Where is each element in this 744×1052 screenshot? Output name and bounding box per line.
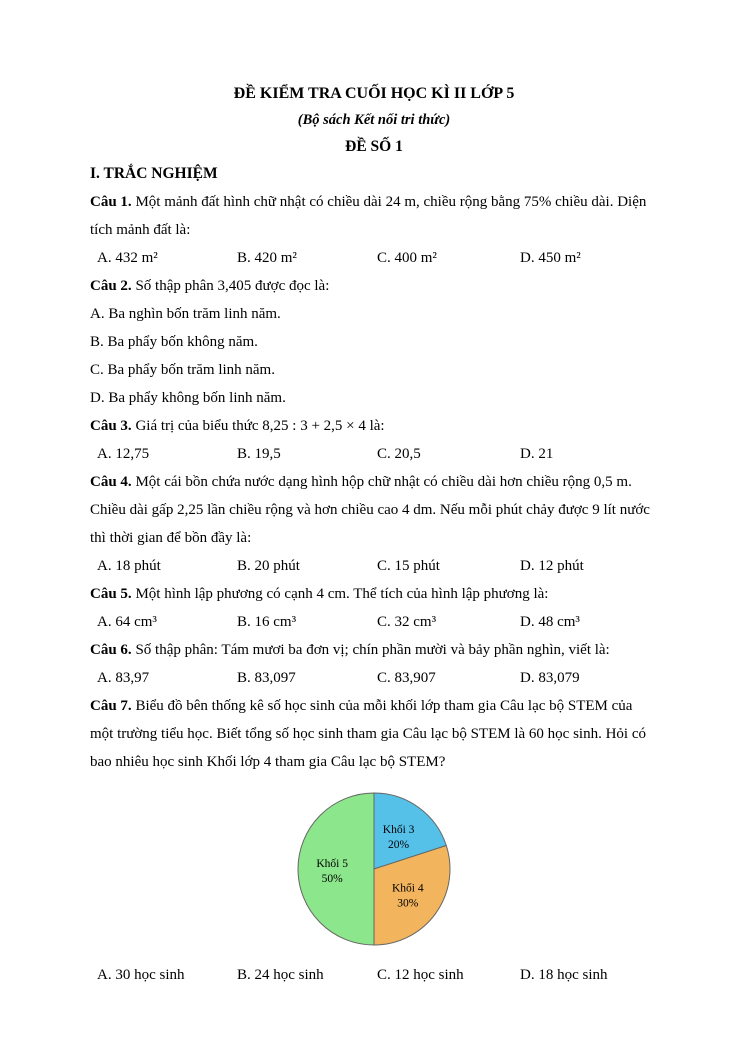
pie-chart (90, 784, 658, 959)
question-4-option-a: A. 18 phút (97, 558, 161, 574)
question-5-text: Một hình lập phương có cạnh 4 cm. Thể tích của hình lập phương là: (131, 586, 549, 602)
question-2-option-c: C. Ba phẩy bốn trăm linh năm. (90, 362, 275, 378)
question-6-label: Câu 6. (90, 642, 132, 658)
question-6-options (90, 664, 658, 692)
question-2 (90, 272, 658, 412)
question-2-label: Câu 2. (90, 278, 132, 294)
question-5-option-d: D. 48 cm³ (520, 614, 580, 630)
question-7-option-b: B. 24 học sinh (237, 967, 324, 983)
question-7-option-c: C. 12 học sinh (377, 967, 464, 983)
question-1-option-b: B. 420 m² (237, 250, 297, 266)
question-7-options (90, 961, 658, 989)
pie-chart-svg (289, 784, 459, 954)
question-1-label: Câu 1. (90, 194, 132, 210)
question-3-text: Giá trị của biểu thức 8,25 : 3 + 2,5 × 4 là: (131, 418, 385, 434)
question-7-label: Câu 7. (90, 698, 132, 714)
question-3-options (90, 440, 658, 468)
question-1-option-c: C. 400 m² (377, 250, 437, 266)
question-5-option-b: B. 16 cm³ (237, 614, 297, 630)
question-2-options (90, 300, 658, 412)
question-4-option-d: D. 12 phút (520, 558, 584, 574)
question-4-option-c: C. 15 phút (377, 558, 440, 574)
question-2-text: Số thập phân 3,405 được đọc là: (131, 278, 330, 294)
question-1-options (90, 244, 658, 272)
question-1-option-a: A. 432 m² (97, 250, 158, 266)
question-7-option-d: D. 18 học sinh (520, 967, 608, 983)
question-4-label: Câu 4. (90, 474, 132, 490)
question-5 (90, 580, 658, 636)
question-3-option-d: D. 21 (520, 446, 554, 462)
question-5-option-c: C. 32 cm³ (377, 614, 437, 630)
question-7 (90, 692, 658, 989)
doc-subtitle: (Bộ sách Kết nối tri thức) (297, 112, 451, 128)
question-2-option-b: B. Ba phẩy bốn không năm. (90, 334, 258, 350)
question-3 (90, 412, 658, 468)
question-6-option-a: A. 83,97 (97, 670, 150, 686)
question-4 (90, 468, 658, 580)
exam-number: ĐỀ SỐ 1 (345, 138, 403, 155)
question-4-option-b: B. 20 phút (237, 558, 300, 574)
question-1-text: Một mảnh đất hình chữ nhật có chiều dài 24 m, chiều rộng bằng 75% chiều dài. Diện tích mảnh đất là: (90, 194, 647, 238)
question-1 (90, 188, 658, 272)
question-3-option-a: A. 12,75 (97, 446, 150, 462)
question-3-label: Câu 3. (90, 418, 132, 434)
question-7-text: Biểu đồ bên thống kê số học sinh của mỗi khối lớp tham gia Câu lạc bộ STEM của một trường tiểu học. Biết tổng số học sinh tham gia Câu lạc bộ STEM là 60 học sinh. Hỏi có bao nhiêu học sinh Khối lớp 4 tham gia Câu lạc bộ STEM? (90, 698, 646, 770)
question-4-text: Một cái bồn chứa nước dạng hình hộp chữ nhật có chiều dài hơn chiều rộng 0,5 m. Chiều dài gấp 2,25 lần chiều rộng và hơn chiều cao 4 dm. Nếu mỗi phút chảy được 9 lít nước thì thời gian để bồn đầy là: (90, 474, 650, 546)
question-5-option-a: A. 64 cm³ (97, 614, 157, 630)
doc-title: ĐỀ KIỂM TRA CUỐI HỌC KÌ II LỚP 5 (233, 85, 515, 102)
question-3-option-c: C. 20,5 (377, 446, 421, 462)
section-title: I. TRẮC NGHIỆM (90, 165, 218, 182)
question-6-option-b: B. 83,097 (237, 670, 296, 686)
question-4-options (90, 552, 658, 580)
question-2-option-a: A. Ba nghìn bốn trăm linh năm. (90, 306, 281, 322)
question-6-option-c: C. 83,907 (377, 670, 436, 686)
question-5-label: Câu 5. (90, 586, 132, 602)
question-6 (90, 636, 658, 692)
question-7-option-a: A. 30 học sinh (97, 967, 185, 983)
question-6-option-d: D. 83,079 (520, 670, 580, 686)
question-1-option-d: D. 450 m² (520, 250, 581, 266)
pie-label-2: Khối 4 30% (391, 882, 424, 910)
question-5-options (90, 608, 658, 636)
question-3-option-b: B. 19,5 (237, 446, 281, 462)
pie-label-3: Khối 5 50% (316, 858, 349, 885)
pie-label-1: Khối 3 20% (382, 824, 415, 852)
question-2-option-d: D. Ba phẩy không bốn linh năm. (90, 390, 286, 406)
question-6-text: Số thập phân: Tám mươi ba đơn vị; chín phần mười và bảy phần nghìn, viết là: (131, 642, 610, 658)
